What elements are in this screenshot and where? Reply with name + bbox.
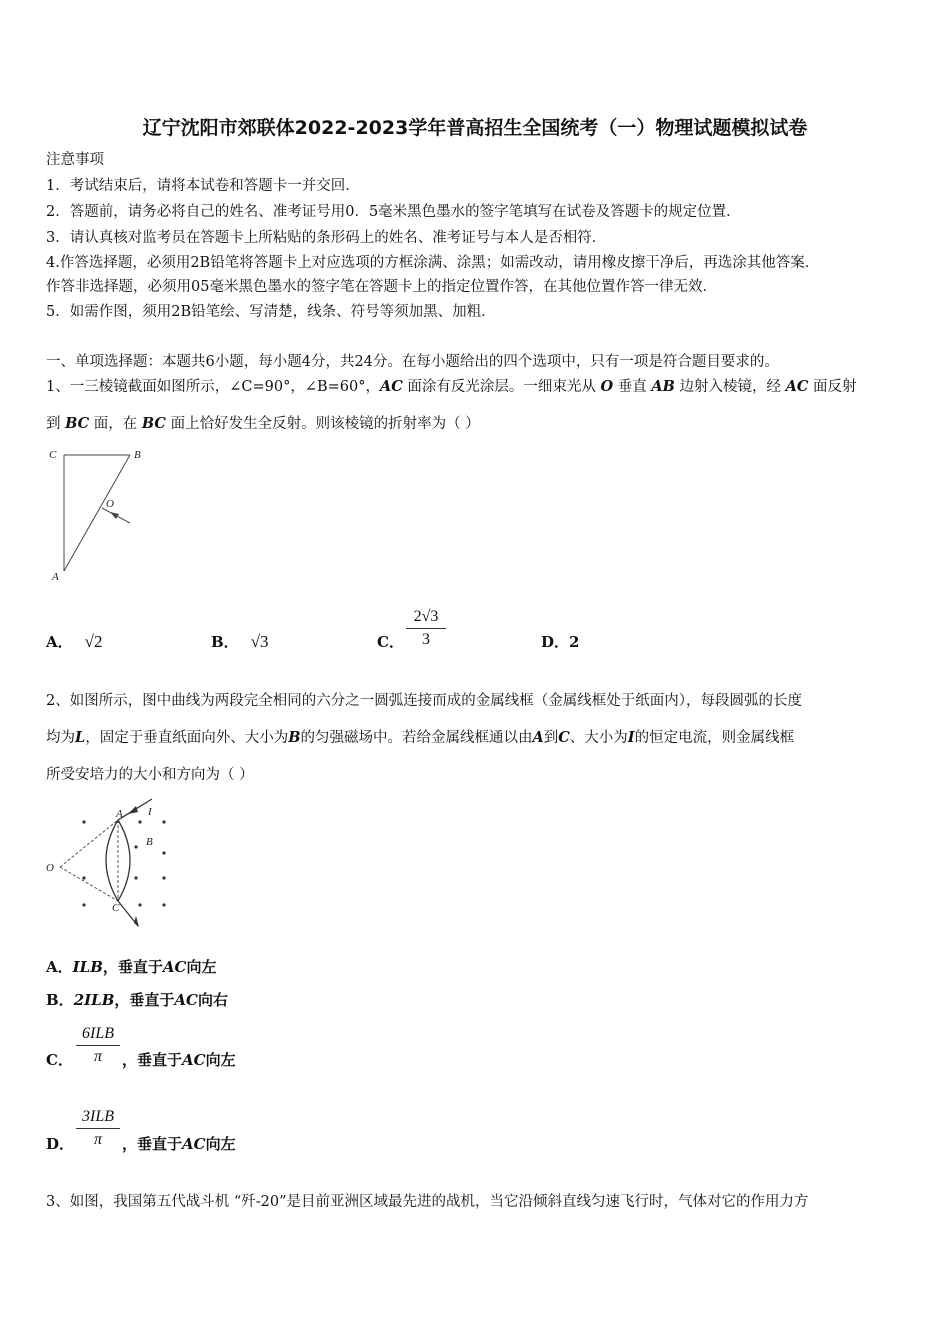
notice-item-5: 5．如需作图，须用2B铅笔绘、写清楚，线条、符号等须加黑、加粗． — [46, 304, 496, 320]
q2-stem-line3: 所受安培力的大小和方向为（ ） — [46, 767, 254, 783]
label-b: B — [146, 836, 153, 848]
label-o: O — [46, 862, 54, 874]
q1-stem-line2: 到 BC 面，在 BC 面上恰好发生全反射。则该棱镜的折射率为（ ） — [46, 415, 480, 432]
arc-right — [118, 820, 130, 901]
q1-prism-figure — [44, 445, 144, 585]
q2-option-d-fraction[interactable]: 3ILB π — [76, 1108, 120, 1149]
q1-stem-line1: 1、一三棱镜截面如图所示，∠C=90°，∠B=60°，AC 面涂有反光涂层。一细束光从 O 垂直 AB 边射入棱镜，经 AC 面反射 — [46, 378, 857, 395]
notice-item-1: 1．考试结束后，请将本试卷和答题卡一并交回． — [46, 178, 360, 194]
section-heading: 一、单项选择题：本题共6小题，每小题4分，共24分。在每小题给出的四个选项中，只有一项是符合题目要求的。 — [46, 354, 779, 370]
q2-option-b[interactable]: B．2ILB，垂直于AC向右 — [46, 991, 228, 1009]
radius-oa — [60, 820, 118, 867]
q2-stem-line1: 2、如图所示，图中曲线为两段完全相同的六分之一圆弧连接而成的金属线框（金属线框处于纸面内），每段圆弧的长度 — [46, 693, 802, 709]
notice-item-2: 2．答题前，请务必将自己的姓名、准考证号用0．5毫米黑色墨水的签字笔填写在试卷及答题卡的规定位置． — [46, 204, 741, 220]
label-i: I — [148, 806, 152, 818]
q2-option-d-text: ，垂直于AC向左 — [122, 1135, 236, 1153]
q2-option-c-label[interactable]: C． — [46, 1051, 73, 1069]
arc-left — [106, 820, 118, 901]
notice-item-4-cont: 作答非选择题，必须用05毫米黑色墨水的签字笔在答题卡上的指定位置作答，在其他位置作答一律无效． — [46, 279, 717, 295]
ray-arrow-icon — [110, 512, 119, 519]
q2-option-c-fraction[interactable]: 6ILB π — [76, 1025, 120, 1066]
current-out-arrow-icon — [134, 916, 139, 927]
current-in-arrow-icon — [128, 806, 138, 814]
label-c: C — [112, 902, 120, 914]
q1-option-d[interactable]: D．2 — [541, 633, 580, 651]
radius-oc — [60, 867, 118, 901]
q2-option-c-text: ，垂直于AC向左 — [122, 1051, 236, 1069]
q2-wire-figure — [44, 795, 174, 935]
q1-option-c-label[interactable]: C． — [377, 633, 404, 651]
q1-option-c-fraction[interactable]: 2√3 3 — [406, 608, 446, 649]
page-title: 辽宁沈阳市郊联体2022-2023学年普高招生全国统考（一）物理试题模拟试卷 — [142, 117, 808, 139]
label-c: C — [49, 449, 57, 461]
notice-item-3: 3．请认真核对监考员在答题卡上所粘贴的条形码上的姓名、准考证号与本人是否相符． — [46, 230, 607, 246]
label-a: A — [52, 571, 59, 583]
label-a: A — [116, 808, 123, 820]
q2-option-d-label[interactable]: D． — [46, 1135, 75, 1153]
q2-option-a[interactable]: A．ILB，垂直于AC向左 — [46, 958, 217, 976]
label-b: B — [134, 449, 141, 461]
q1-option-a[interactable]: A． √2 — [46, 632, 103, 651]
prism-edge-ab — [64, 455, 130, 571]
notice-heading: 注意事项 — [46, 152, 104, 168]
q1-option-b[interactable]: B． √3 — [211, 632, 269, 651]
q2-stem-line2: 均为L，固定于垂直纸面向外、大小为B的匀强磁场中。若给金属线框通以由A到C、大小为I的恒定电流，则金属线框 — [46, 729, 795, 746]
notice-item-4: 4.作答选择题，必须用2B铅笔将答题卡上对应选项的方框涂满、涂黑；如需改动，请用橡皮擦干净后，再选涂其他答案． — [46, 255, 820, 271]
label-o: O — [106, 498, 114, 510]
q3-stem-line1: 3、如图，我国第五代战斗机 “歼-20”是目前亚洲区域最先进的战机，当它沿倾斜直线匀速飞行时，气体对它的作用力方 — [46, 1194, 809, 1210]
